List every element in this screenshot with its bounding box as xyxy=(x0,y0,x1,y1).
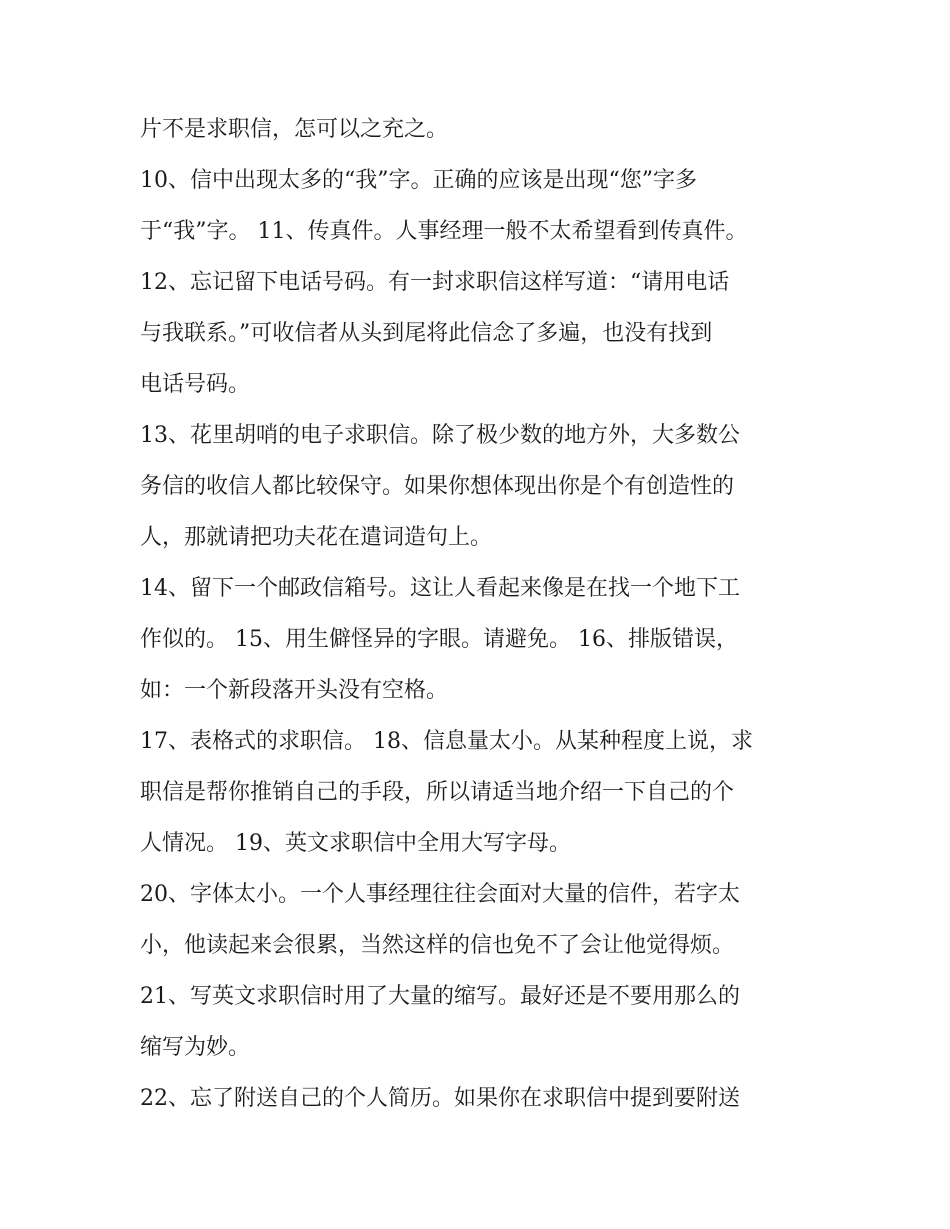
text-line: 小，他读起来会很累，当然这样的信也免不了会让他觉得烦。 xyxy=(140,933,735,958)
text-line: 22、忘了附送自己的个人简历。如果你在求职信中提到要附送 xyxy=(140,1086,740,1111)
text-line: 21、写英文求职信时用了大量的缩写。最好还是不要用那么的 xyxy=(140,984,740,1009)
text-line: 人情况。 19、英文求职信中全用大写字母。 xyxy=(140,831,571,856)
text-line: 于“我”字。 11、传真件。人事经理一般不太希望看到传真件。 xyxy=(140,219,748,244)
text-line: 17、表格式的求职信。 18、信息量太小。从某种程度上说，求 xyxy=(140,729,753,754)
text-line: 10、信中出现太多的“我”字。正确的应该是出现“您”字多 xyxy=(140,168,697,193)
text-line: 与我联系。”可收信者从头到尾将此信念了多遍，也没有找到 xyxy=(140,321,713,346)
text-line: 13、花里胡哨的电子求职信。除了极少数的地方外，大多数公 xyxy=(140,423,740,448)
text-line: 12、忘记留下电话号码。有一封求职信这样写道：“请用电话 xyxy=(140,270,730,295)
text-line: 人，那就请把功夫花在遣词造句上。 xyxy=(140,525,493,550)
text-line: 职信是帮你推销自己的手段，所以请适当地介绍一下自己的个 xyxy=(140,780,735,805)
text-line: 20、字体太小。一个人事经理往往会面对大量的信件，若字太 xyxy=(140,882,740,907)
text-line: 务信的收信人都比较保守。如果你想体现出你是个有创造性的 xyxy=(140,474,735,499)
text-line: 片不是求职信，怎可以之充之。 xyxy=(140,117,449,142)
body-text xyxy=(140,104,830,1124)
text-line: 作似的。 15、用生僻怪异的字眼。请避免。 16、排版错误， xyxy=(140,627,738,652)
text-line: 如：一个新段落开头没有空格。 xyxy=(140,678,449,703)
text-line: 14、留下一个邮政信箱号。这让人看起来像是在找一个地下工 xyxy=(140,576,740,601)
text-line: 电话号码。 xyxy=(140,372,251,397)
text-line: 缩写为妙。 xyxy=(140,1035,251,1060)
